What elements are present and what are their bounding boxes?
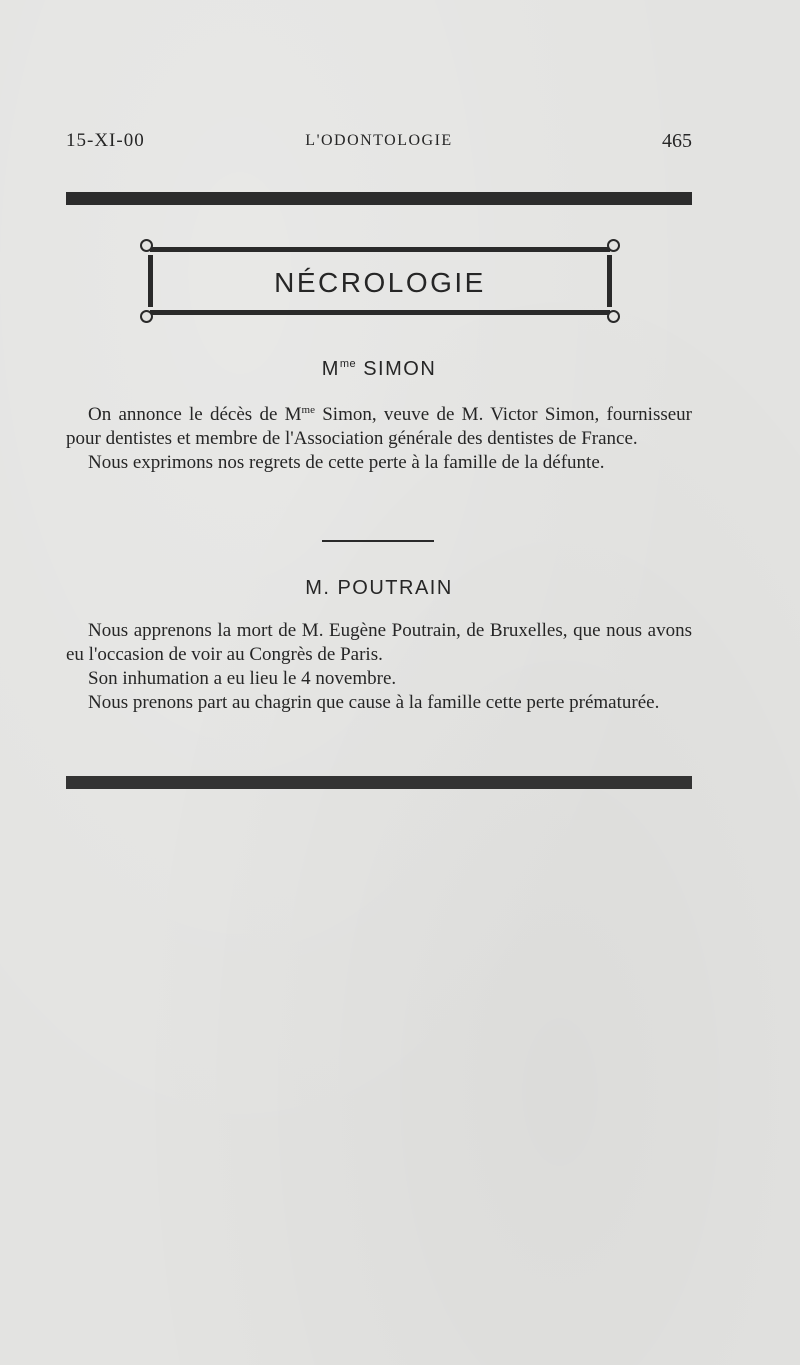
top-rule	[66, 192, 692, 205]
paragraph: Nous exprimons nos regrets de cette perte à la famille de la défunte.	[88, 452, 605, 473]
section-divider	[322, 540, 434, 542]
running-head	[66, 130, 692, 160]
page-number: 465	[662, 130, 692, 152]
frame-corner-ring-icon	[140, 310, 153, 323]
section-title-frame	[142, 241, 618, 321]
paragraph: Nous prenons part au chagrin que cause à la famille cette perte prématurée.	[88, 692, 660, 713]
frame-top-bar	[150, 247, 610, 252]
notice-body-simon	[66, 398, 692, 475]
frame-bottom-bar	[150, 310, 610, 315]
paragraph	[66, 398, 692, 451]
heading-superscript: me	[339, 358, 357, 370]
paragraph-text: On annonce le décès de M	[88, 404, 302, 425]
frame-corner-ring-icon	[607, 239, 620, 252]
section-title: NÉCROLOGIE	[274, 267, 486, 298]
paragraph: Son inhumation a eu lieu le 4 novembre.	[88, 668, 397, 689]
issue-date: 15-XI-00	[66, 130, 145, 151]
notice-body-poutrain	[66, 619, 692, 715]
heading-name: SIMON	[356, 358, 437, 380]
frame-corner-ring-icon	[140, 239, 153, 252]
paragraph: Nous apprenons la mort de M. Eugène Poutrain, de Bruxelles, que nous avons eu l'occasion de voir au Congrès de Paris.	[66, 620, 692, 665]
notice-heading-simon	[66, 358, 692, 381]
heading-prefix: M	[321, 358, 340, 380]
notice-heading-poutrain: M. POUTRAIN	[305, 577, 453, 599]
superscript: me	[301, 404, 315, 416]
frame-corner-ring-icon	[607, 310, 620, 323]
paragraph-text: Simon, veuve de M. Victor Simon, fournisseur pour dentistes et membre de l'Association générale des dentistes de France.	[66, 404, 692, 449]
journal-title: L'ODONTOLOGIE	[305, 132, 453, 149]
bottom-rule	[66, 776, 692, 789]
